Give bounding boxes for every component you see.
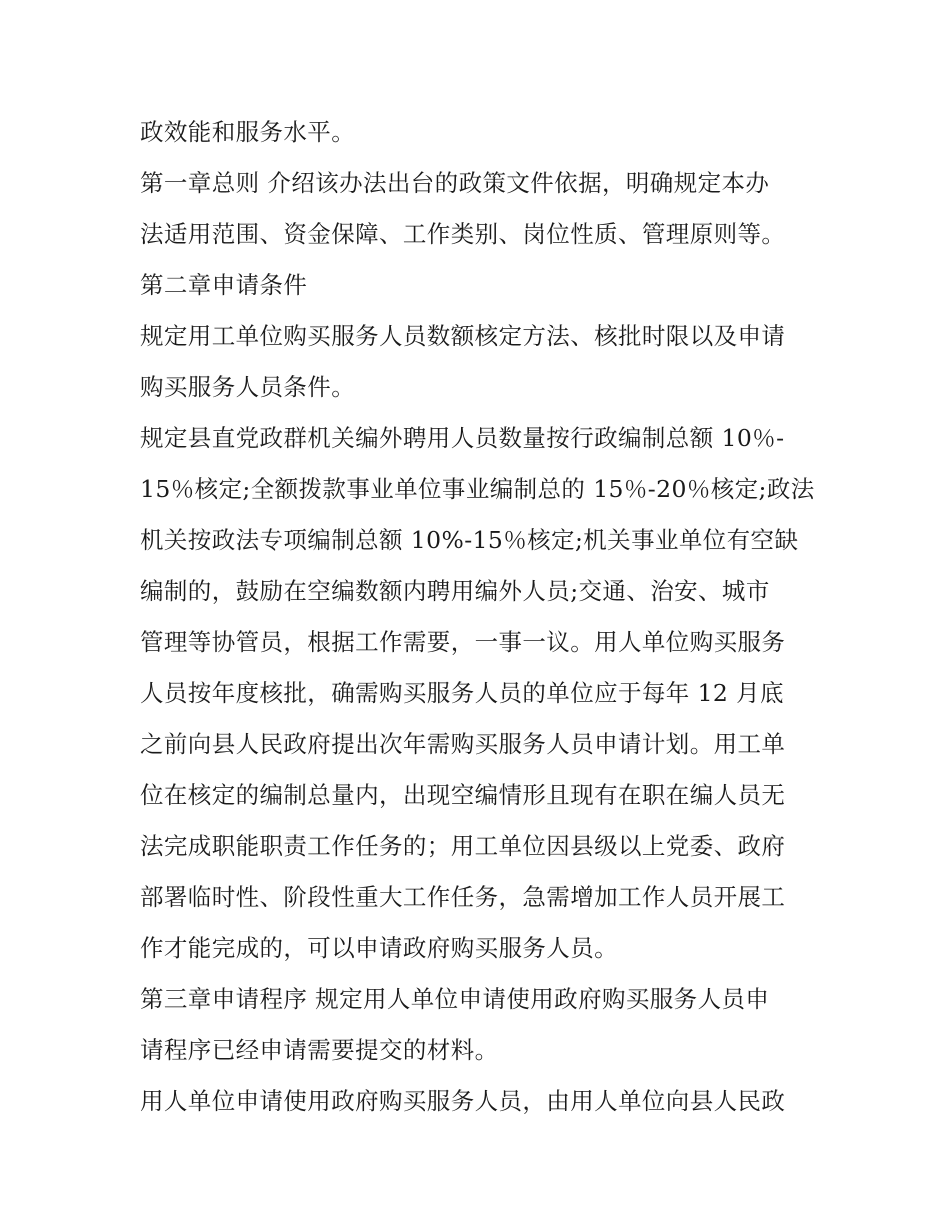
text-line: 规定县直党政群机关编外聘用人员数量按行政编制总额 10％- (140, 424, 785, 452)
text-line: 法适用范围、资金保障、工作类别、岗位性质、管理原则等。 (140, 220, 786, 248)
text-line: 规定用工单位购买服务人员数额核定方法、核批时限以及申请 (140, 322, 786, 350)
text-line: 购买服务人员条件。 (140, 373, 356, 401)
chapter-three-heading-line: 第三章申请程序 规定用人单位申请使用政府购买服务人员申 (140, 985, 770, 1013)
text-line: 管理等协管员，根据工作需要，一事一议。用人单位购买服务 (140, 628, 786, 656)
text-line: 机关按政法专项编制总额 10%-15％核定;机关事业单位有空缺 (140, 526, 799, 554)
text-line: 之前向县人民政府提出次年需购买服务人员申请计划。用工单 (140, 730, 786, 758)
text-line: 人员按年度核批，确需购买服务人员的单位应于每年 12 月底 (140, 679, 784, 707)
text-line: 编制的，鼓励在空编数额内聘用编外人员;交通、治安、城市 (140, 577, 770, 605)
text-line: 部署临时性、阶段性重大工作任务，急需增加工作人员开展工 (140, 883, 786, 911)
text-line: 法完成职能职责工作任务的；用工单位因县级以上党委、政府 (140, 832, 786, 860)
text-line: 用人单位申请使用政府购买服务人员，由用人单位向县人民政 (140, 1087, 786, 1115)
chapter-two-heading: 第二章申请条件 (140, 271, 308, 299)
text-line: 政效能和服务水平。 (140, 118, 356, 146)
document-body (140, 107, 820, 1127)
text-line: 15％核定;全额拨款事业单位事业编制总的 15％-20％核定;政法 (140, 475, 815, 503)
text-line: 作才能完成的，可以申请政府购买服务人员。 (140, 934, 618, 962)
text-line: 位在核定的编制总量内，出现空编情形且现有在职在编人员无 (140, 781, 786, 809)
text-line: 请程序已经申请需要提交的材料。 (140, 1036, 499, 1064)
chapter-one-heading-line: 第一章总则 介绍该办法出台的政策文件依据，明确规定本办 (140, 169, 770, 197)
